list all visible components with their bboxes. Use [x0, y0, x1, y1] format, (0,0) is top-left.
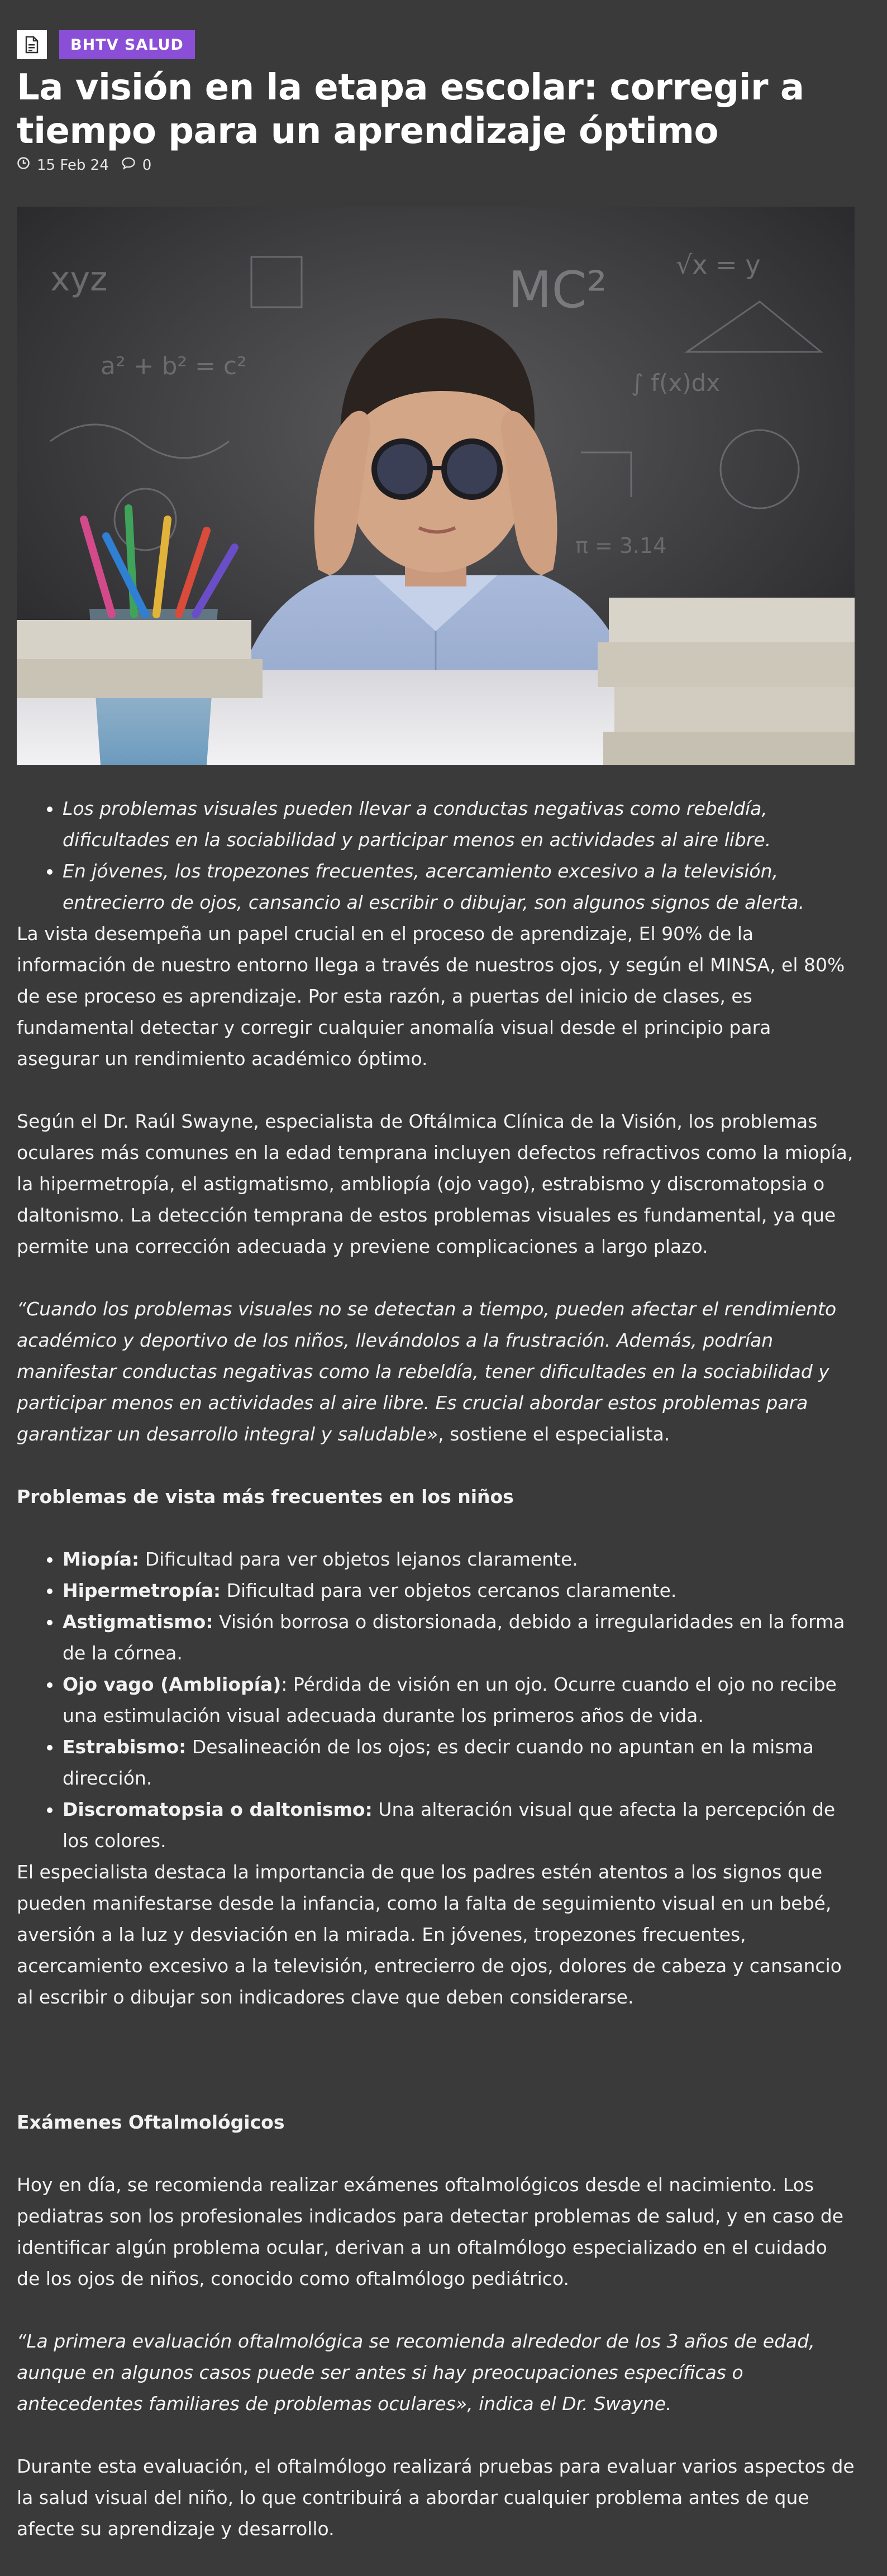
- article-body: [17, 793, 855, 2576]
- list-item: Hipermetropía: Dificultad para ver objetos cercanos claramente.: [63, 1575, 855, 1606]
- summary-item: En jóvenes, los tropezones frecuentes, acercamiento excesivo a la televisión, entrecierro de ojos, cansancio al escribir o dibujar, son algunos signos de alerta.: [63, 856, 855, 918]
- summary-item: Los problemas visuales pueden llevar a conductas negativas como rebeldía, dificultades en la sociabilidad y participar menos en actividades al aire libre.: [63, 793, 855, 856]
- list-item: Astigmatismo: Visión borrosa o distorsionada, debido a irregularidades en la forma de la córnea.: [63, 1606, 855, 1669]
- paragraph: La vista desempeña un papel crucial en el proceso de aprendizaje, El 90% de la información de nuestro entorno llega a través de nuestros ojos, y según el MINSA, el 80% de ese proceso es aprendizaje. Por esta razón, a puertas del inicio de clases, es fundamental detectar y corregir cualquier anomalía visual desde el principio para asegurar un rendimiento académico óptimo.: [17, 923, 845, 1070]
- summary-list: [63, 793, 855, 918]
- paragraph: Durante esta evaluación, el oftalmólogo realizará pruebas para evaluar varios aspectos de la salud visual del niño, lo que contribuirá a abordar cualquier problema antes de que afecte su aprendizaje y desarrollo.: [17, 2455, 855, 2540]
- svg-text:xyz: xyz: [50, 260, 108, 299]
- post-date[interactable]: [17, 156, 109, 174]
- paragraph: Según el Dr. Raúl Swayne, especialista de Oftálmica Clínica de la Visión, los problemas oculares más comunes en la edad temprana incluyen defectos refractivos como la miopía, la hipermetropía, el astigmatismo, ambliopía (ojo vago), estrabismo y discromatopsia o daltonismo. La detección temprana de estos problemas visuales es fundamental, ya que permite una corrección adecuada y previene complicaciones a largo plazo.: [17, 1110, 853, 1257]
- section-heading-exams: Exámenes Oftalmológicos: [17, 2111, 285, 2133]
- document-icon[interactable]: [17, 30, 47, 59]
- section-heading-problems: Problemas de vista más frecuentes en los niños: [17, 1486, 514, 1508]
- post-header: [17, 30, 195, 59]
- student-with-glasses-image: [17, 207, 855, 765]
- post-meta: [17, 156, 151, 174]
- list-item: Estrabismo: Desalineación de los ojos; es decir cuando no apuntan en la misma dirección.: [63, 1731, 855, 1794]
- quote: “Cuando los problemas visuales no se detectan a tiempo, pueden afectar el rendimiento académico y deportivo de los niños, llevándolos a la frustración. Además, podrían manifestar conductas negativas como la rebeldía, tener dificultades en la sociabilidad y participar menos en actividades al aire libre. Es crucial abordar estos problemas para garantizar un desarrollo integral y saludable»: [17, 1298, 837, 1445]
- hero-image: [17, 207, 855, 765]
- list-item: Miopía: Dificultad para ver objetos lejanos claramente.: [63, 1544, 855, 1575]
- quote: “La primera evaluación oftalmológica se recomienda alrededor de los 3 años de edad, aunque en algunos casos puede ser antes si hay preocupaciones específicas o antecedentes familiares de problemas oculares», indica el Dr. Swayne.: [17, 2330, 815, 2415]
- svg-text:√x = y: √x = y: [676, 250, 761, 280]
- svg-text:∫ f(x)dx: ∫ f(x)dx: [631, 369, 721, 397]
- date-text: 15 Feb 24: [37, 156, 109, 174]
- comments-count: 0: [142, 156, 152, 174]
- post-comments[interactable]: [121, 156, 152, 174]
- list-item: Ojo vago (Ambliopía): Pérdida de visión en un ojo. Ocurre cuando el ojo no recibe una estimulación visual adecuada durante los primeros años de vida.: [63, 1669, 855, 1731]
- problems-list: [63, 1544, 855, 1857]
- list-item: Discromatopsia o daltonismo: Una alteración visual que afecta la percepción de los colores.: [63, 1794, 855, 1857]
- svg-text:π = 3.14: π = 3.14: [575, 533, 667, 558]
- svg-text:MC²: MC²: [508, 261, 607, 319]
- comment-icon: [121, 156, 136, 174]
- clock-icon: [17, 156, 30, 174]
- paragraph: El especialista destaca la importancia de que los padres estén atentos a los signos que pueden manifestarse desde la infancia, como la falta de seguimiento visual en un bebé, aversión a la luz y desviación en la mirada. En jóvenes, tropezones frecuentes, acercamiento excesivo a la televisión, entrecierro de ojos, dolores de cabeza y cansancio al escribir o dibujar son indicadores clave que deben considerarse.: [17, 1861, 842, 2008]
- category-badge[interactable]: BHTV SALUD: [59, 30, 195, 59]
- quote-paragraph: [17, 1294, 855, 1450]
- paragraph: Hoy en día, se recomienda realizar exámenes oftalmológicos desde el nacimiento. Los pediatras son los profesionales indicados para detectar problemas de salud, y en caso de identificar algún problema ocular, derivan a un oftalmólogo especializado en el cuidado de los ojos de niños, conocido como oftalmólogo pediátrico.: [17, 2174, 844, 2289]
- page-title: La visión en la etapa escolar: corregir a tiempo para un aprendizaje óptimo: [17, 67, 804, 152]
- svg-text:a² + b² = c²: a² + b² = c²: [101, 352, 247, 380]
- quote-paragraph: [17, 2326, 855, 2420]
- quote-attribution: , sostiene el especialista.: [438, 1423, 670, 1445]
